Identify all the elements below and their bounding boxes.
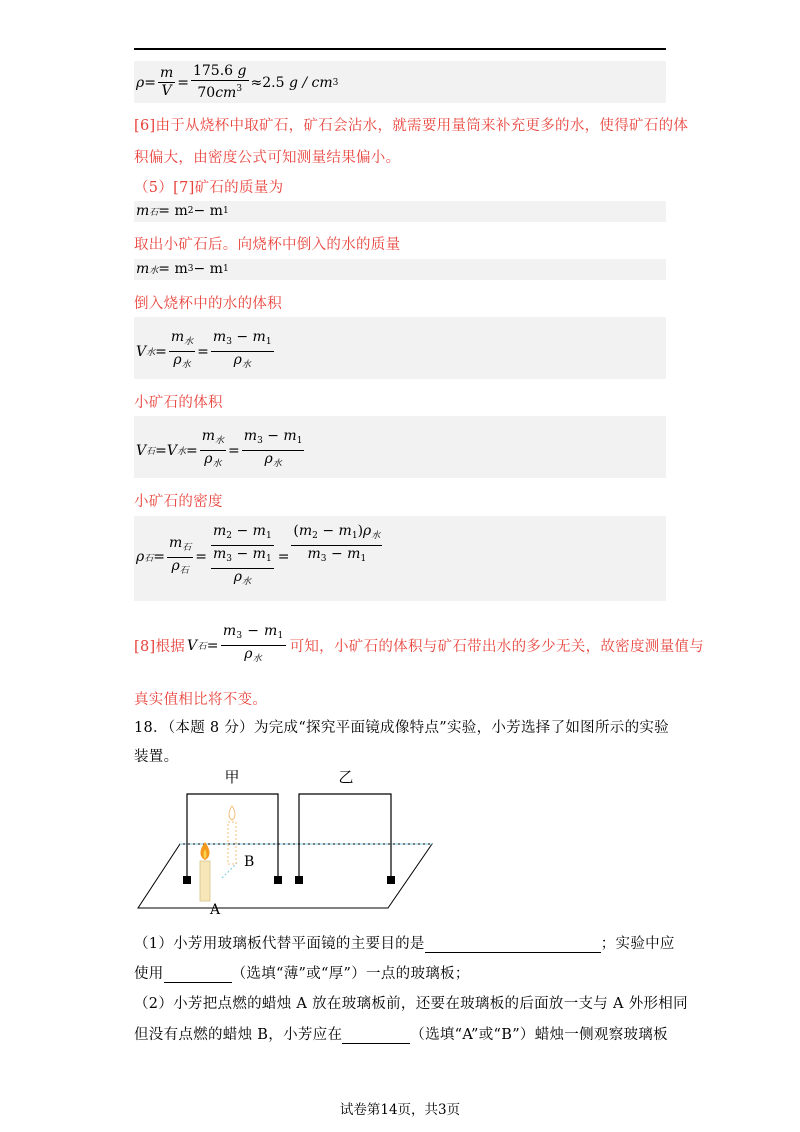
page-footer: 试卷第14页，共3页 — [339, 1102, 461, 1118]
answer-stone-volume-text: 小矿石的体积 — [134, 395, 223, 411]
answer-6-line1: [6]由于从烧杯中取矿石，矿石会沾水，就需要用量筒来补充更多的水，使得矿石的体 — [134, 118, 689, 134]
formula-mass-stone: m 石 = m 2 − m 1 — [136, 203, 229, 219]
formula-density-calc: ρ = $\frac{m}{V}$ = $\frac{175.6 g}{70cm^3}$ ≈2.5 g / cm 3 — [136, 63, 339, 101]
answer-8-line1: [8]根据 V 石 = $\frac{m_3 - m_1}{\rho_水}$ 可知，小矿石的体积与矿石带出水的多少无关，故密度测量值与 — [134, 623, 704, 664]
candle-image — [228, 822, 236, 864]
answer-6-line2: 积偏大，由密度公式可知测量结果偏小。 — [134, 150, 401, 166]
label-jia: 甲 — [224, 768, 240, 786]
question-18-2-line2: 但没有点燃的蜡烛 B，小芳应在 （选填“A”或“B”）蜡烛一侧观察玻璃板 — [134, 1027, 668, 1043]
candle-a — [200, 861, 210, 901]
formula-volume-stone: V 石 = V 水 = $\frac{m_水}{\rho_水}$ = $\frac{m_3 - m_1}{\rho_水}$ — [136, 428, 303, 469]
answer-water-volume-text: 倒入烧杯中的水的体积 — [134, 296, 282, 312]
question-18-1-line1: （1）小芳用玻璃板代替平面镜的主要目的是 ；实验中应 — [134, 936, 675, 952]
answer-5-heading: （5）[7]矿石的质量为 — [134, 180, 284, 196]
glass-board-yi — [299, 794, 391, 880]
question-18-line2: 装置。 — [134, 749, 179, 765]
formula-mass-water: m 水 = m 3 − m 1 — [136, 261, 229, 277]
header-rule — [134, 48, 666, 50]
answer-stone-density-text: 小矿石的密度 — [134, 494, 223, 510]
blank-thickness[interactable] — [164, 967, 232, 983]
clip-2 — [274, 876, 282, 884]
formula-density-stone: ρ 石 = $\frac{m_石}{\rho_石}$ = $\frac{m_2 - m_1}{\frac{m_3 - m_1}{\rho_水}}$ = $\frac{(m_2 - m_1)\rho_水}{m_3 - m_1}$ — [136, 523, 381, 587]
answer-8-line2: 真实值相比将不变。 — [134, 692, 268, 708]
question-18-line1: 18．（本题 8 分）为完成“探究平面镜成像特点”实验，小芳选择了如图所示的实验 — [134, 720, 669, 736]
clip-1 — [183, 876, 191, 884]
image-dashed-line — [222, 863, 237, 878]
answer-water-mass-text: 取出小矿石后。向烧杯中倒入的水的质量 — [134, 237, 401, 253]
label-B: B — [244, 854, 255, 870]
mirror-experiment-figure — [134, 762, 444, 917]
clip-4 — [387, 876, 395, 884]
question-18-1-line2: 使用 （选填“薄”或“厚”）一点的玻璃板； — [134, 966, 470, 982]
label-yi: 乙 — [338, 768, 354, 786]
candle-image-flame-icon — [229, 806, 235, 820]
label-A: A — [210, 902, 221, 917]
clip-3 — [295, 876, 303, 884]
formula-volume-water: V 水 = $\frac{m_水}{\rho_水}$ = $\frac{m_3 - m_1}{\rho_水}$ — [136, 329, 272, 370]
blank-observe-side[interactable] — [342, 1028, 410, 1044]
question-18-2-line1: （2）小芳把点燃的蜡烛 A 放在玻璃板前，还要在玻璃板的后面放一支与 A 外形相同 — [134, 996, 688, 1012]
blank-purpose[interactable] — [425, 937, 601, 953]
